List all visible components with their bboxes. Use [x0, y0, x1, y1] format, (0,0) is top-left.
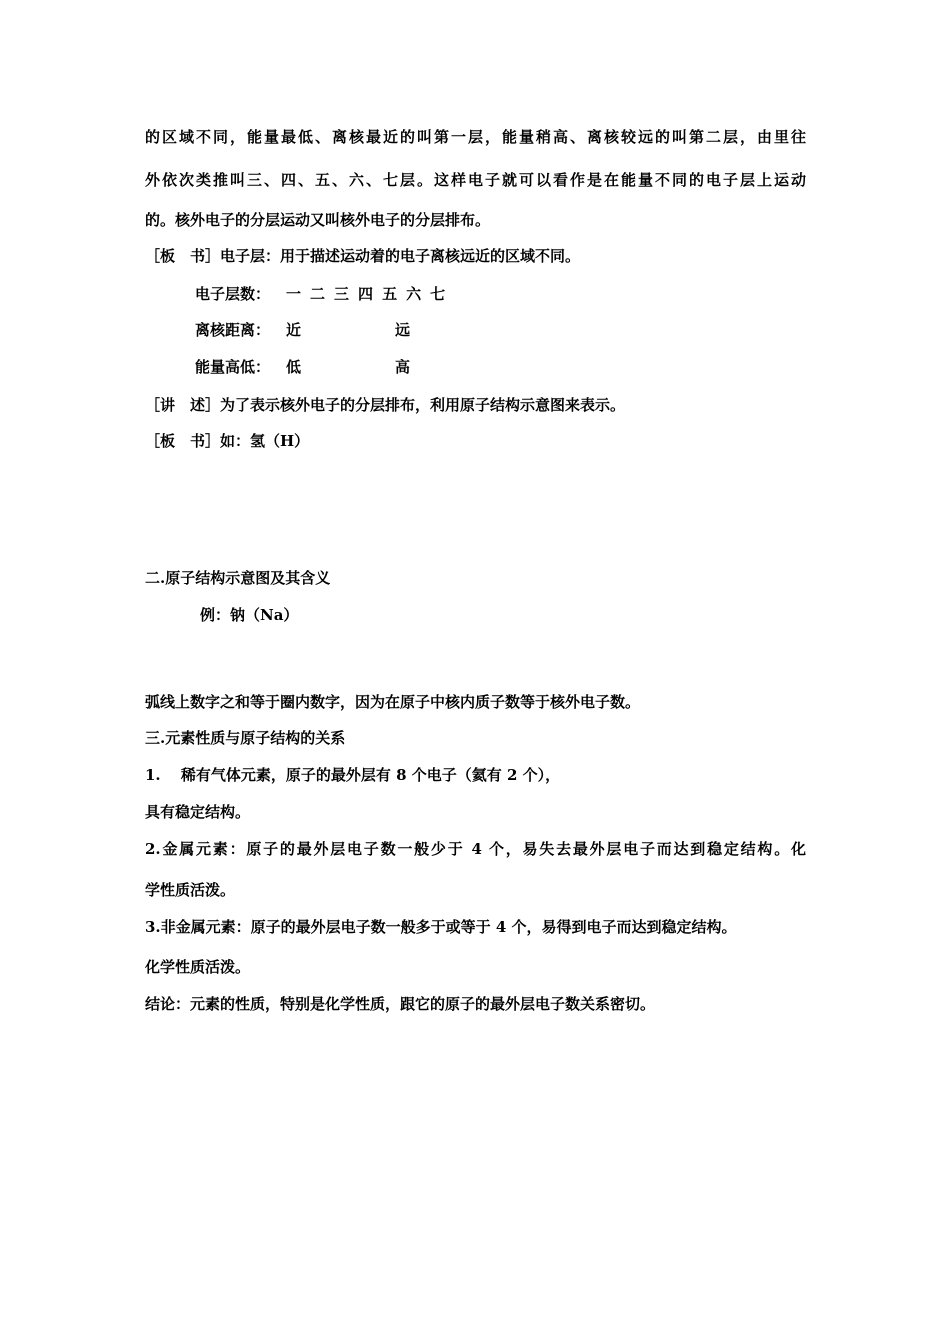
paragraph-line-1: 的区域不同，能量最低、离核最近的叫第一层，能量稍高、离核较远的叫第二层，由里往: [145, 128, 806, 146]
sodium-example: 例：钠（Na）: [200, 606, 299, 624]
layer-number: 四: [358, 285, 374, 303]
section-2-explanation: 弧线上数字之和等于圈内数字，因为在原子中核内质子数等于核外电子数。: [145, 693, 641, 711]
distance-near: 近: [286, 321, 302, 339]
board-note-1: ［板 书］电子层：用于描述运动着的电子离核远近的区域不同。: [145, 247, 581, 265]
layer-number: 三: [334, 285, 350, 303]
item-3-line-2: 化学性质活泼。: [145, 958, 251, 976]
layer-number: 七: [430, 285, 446, 303]
section-2-heading: 二.原子结构示意图及其含义: [145, 569, 331, 587]
layer-number: 二: [310, 285, 326, 303]
distance-label: 离核距离：: [195, 321, 271, 339]
layer-number: 一: [286, 285, 302, 303]
energy-label: 能量高低：: [195, 358, 271, 376]
layer-number: 五: [382, 285, 398, 303]
energy-low: 低: [286, 358, 302, 376]
lecture-note: ［讲 述］为了表示核外电子的分层排布，利用原子结构示意图来表示。: [145, 396, 626, 414]
item-2-line-2: 学性质活泼。: [145, 881, 236, 899]
item-1-line-1: 1. 稀有气体元素，原子的最外层有 8 个电子（氦有 2 个），: [145, 766, 561, 784]
item-2-line-1: 2.金属元素：原子的最外层电子数一般少于 4 个，易失去最外层电子而达到稳定结构。化: [145, 840, 806, 858]
distance-far: 远: [395, 321, 411, 339]
section-3-heading: 三.元素性质与原子结构的关系: [145, 729, 346, 747]
paragraph-line-3: 的。核外电子的分层运动又叫核外电子的分层排布。: [145, 211, 491, 229]
energy-high: 高: [395, 358, 411, 376]
layer-number: 六: [406, 285, 422, 303]
conclusion: 结论：元素的性质，特别是化学性质，跟它的原子的最外层电子数关系密切。: [145, 995, 656, 1013]
layer-count-label: 电子层数：: [195, 285, 271, 303]
board-note-2: ［板 书］如：氢（H）: [145, 432, 310, 450]
item-1-line-2: 具有稳定结构。: [145, 803, 251, 821]
paragraph-line-2: 外依次类推叫三、四、五、六、七层。这样电子就可以看作是在能量不同的电子层上运动: [145, 171, 806, 189]
layer-number-list: [286, 285, 454, 303]
item-3-line-1: 3.非金属元素：原子的最外层电子数一般多于或等于 4 个，易得到电子而达到稳定结构。: [145, 918, 737, 936]
